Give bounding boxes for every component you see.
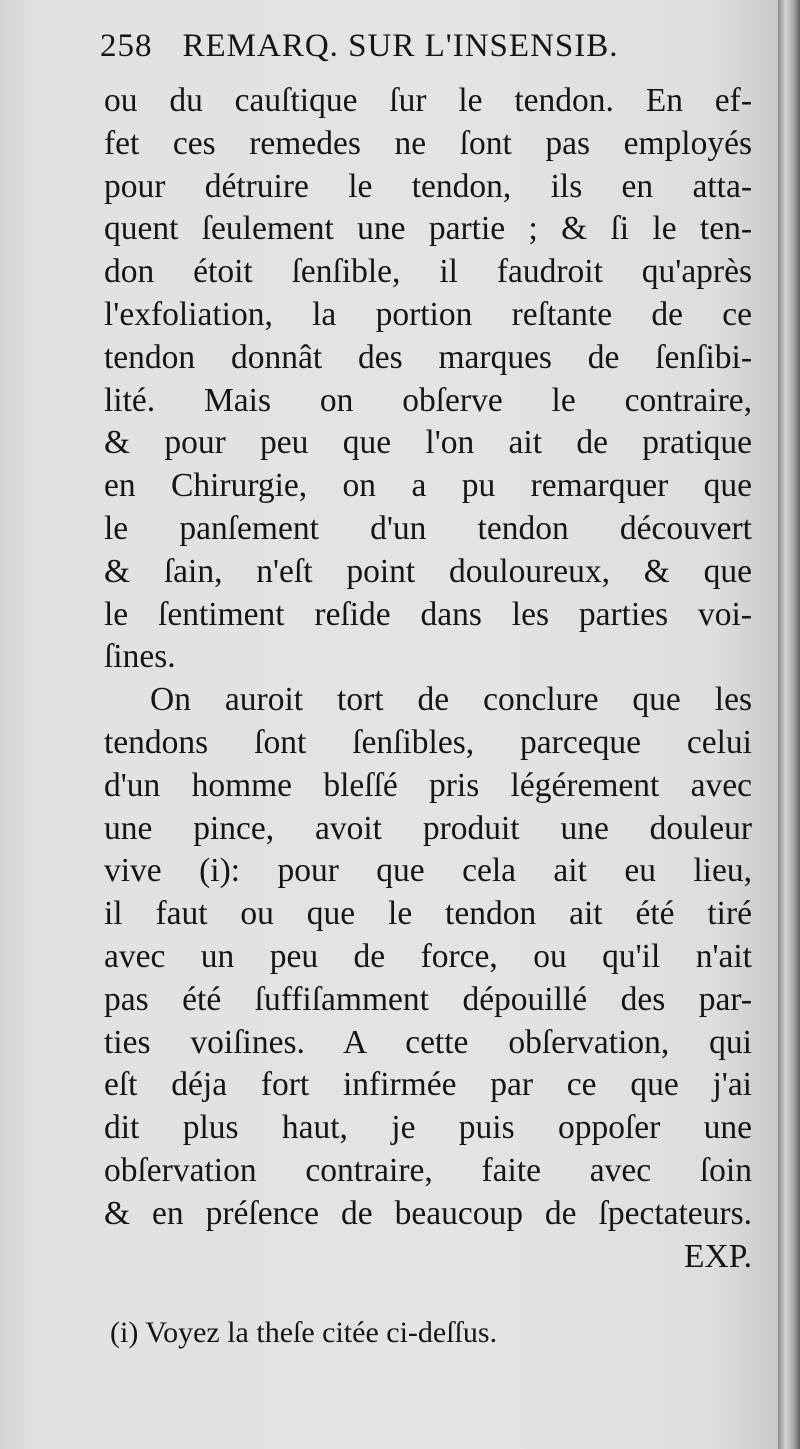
text-line: obſervation contraire, faite avec ſoin xyxy=(104,1151,752,1189)
text-line: On auroit tort de conclure que les xyxy=(150,681,752,719)
text-line: l'exfoliation, la portion reſtante de ce xyxy=(104,295,752,333)
text-line: ou du cauſtique ſur le tendon. En ef- xyxy=(104,82,752,119)
text-line: don étoit ſenſible, il faudroit qu'après xyxy=(104,253,752,291)
running-head xyxy=(100,28,760,72)
text-line: & pour peu que l'on ait de pratique xyxy=(104,424,752,462)
running-title: REMARQ. SUR L'INSENSIB. xyxy=(182,28,619,64)
page-edge xyxy=(778,0,800,1449)
text-line: il faut ou que le tendon ait été tiré xyxy=(104,895,752,933)
text-line: vive (i): pour que cela ait eu lieu, xyxy=(104,852,752,890)
text-line: une pince, avoit produit une douleur xyxy=(104,809,752,847)
text-line: pour détruire le tendon, ils en atta- xyxy=(104,167,752,205)
text-line: en Chirurgie, on a pu remarquer que xyxy=(104,467,752,505)
text-line: ſines. xyxy=(104,638,176,676)
text-line: & en préſence de beaucoup de ſpectateurs. xyxy=(104,1194,752,1232)
text-line: eſt déja fort infirmée par ce que j'ai xyxy=(104,1066,752,1104)
text-line: ties voiſines. A cette obſervation, qui xyxy=(104,1023,752,1061)
page-number: 258 xyxy=(100,28,153,64)
text-line: tendon donnât des marques de ſenſibi- xyxy=(104,338,752,376)
text-line: lité. Mais on obſerve le contraire, xyxy=(104,381,752,419)
text-line: d'un homme bleſſé pris légérement avec xyxy=(104,766,752,804)
text-line: pas été ſuffiſamment dépouillé des par- xyxy=(104,980,752,1018)
text-line: & ſain, n'eſt point douloureux, & que xyxy=(104,552,752,590)
footnote: (i) Voyez la theſe citée ci-deſſus. xyxy=(110,1316,498,1349)
text-line: le panſement d'un tendon découvert xyxy=(104,509,752,547)
text-line: avec un peu de force, ou qu'il n'ait xyxy=(104,937,752,975)
text-line: quent ſeulement une partie ; & ſi le ten- xyxy=(104,210,752,248)
body-text xyxy=(104,80,752,1278)
catchword: EXP. xyxy=(684,1237,752,1275)
text-line: le ſentiment reſide dans les parties voi- xyxy=(104,595,752,633)
text-line: tendons ſont ſenſibles, parceque celui xyxy=(104,723,752,761)
text-line: fet ces remedes ne ſont pas employés xyxy=(104,124,752,162)
text-line: dit plus haut, je puis oppoſer une xyxy=(104,1109,752,1147)
